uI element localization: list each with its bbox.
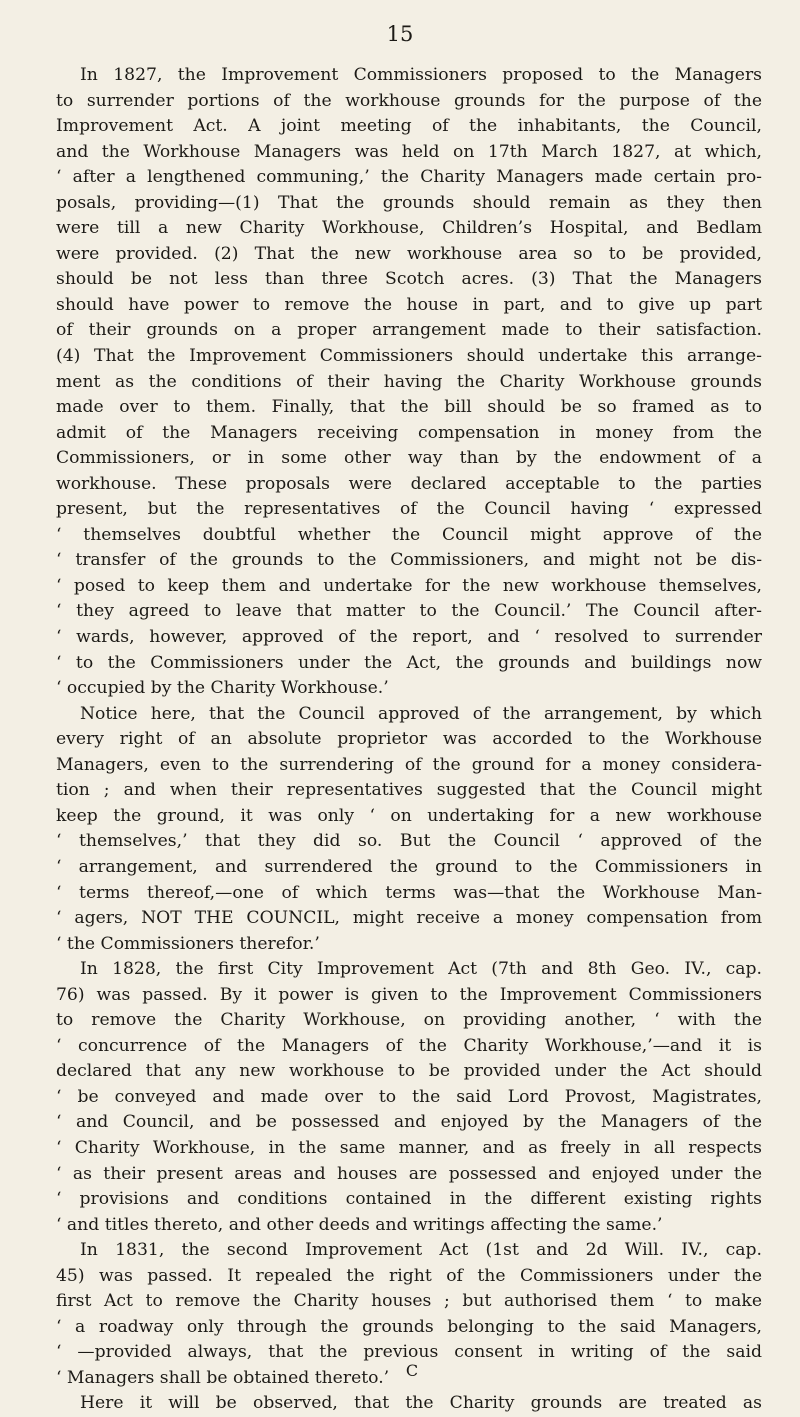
text-line: Here it will be observed, that the Charity grounds are treated as	[80, 1393, 762, 1414]
text-line: ‘ and titles thereto, and other deeds and writings affecting the same.’	[56, 1214, 663, 1235]
paragraph-1	[56, 63, 762, 702]
text-line: ‘ Charity Workhouse, in the same manner, and as freely in all respects	[56, 1137, 762, 1158]
text-line: workhouse. These proposals were declared acceptable to the parties	[56, 473, 762, 494]
page-number: 15	[386, 22, 414, 46]
text-line: should be not less than three Scotch acres. (3) That the Managers	[56, 269, 762, 290]
text-line: In 1831, the second Improvement Act (1st and 2d Will. IV., cap.	[80, 1240, 762, 1261]
text-line: ‘ to the Commissioners under the Act, the grounds and buildings now	[56, 652, 762, 673]
paragraph-3	[56, 957, 762, 1238]
text-line: ‘ and Council, and be possessed and enjoyed by the Managers of the	[56, 1112, 762, 1133]
text-line: ‘ Managers shall be obtained thereto.’	[56, 1367, 390, 1388]
text-line: ‘ agers, NOT THE COUNCIL, might receive a money compensation from	[56, 908, 762, 929]
text-line: first Act to remove the Charity houses ; but authorised them ‘ to make	[56, 1291, 762, 1312]
text-line: were provided. (2) That the new workhouse area so to be provided,	[56, 243, 762, 264]
text-line: In 1827, the Improvement Commissioners proposed to the Managers	[80, 65, 762, 85]
body-text	[56, 63, 762, 1417]
text-line: ‘ terms thereof,—one of which terms was—that the Workhouse Man-	[56, 882, 762, 903]
text-line: tion ; and when their representatives suggested that the Council might	[56, 780, 762, 801]
text-line: ‘ the Commissioners therefor.’	[56, 933, 320, 954]
signature-mark: C	[405, 1361, 419, 1380]
text-line: to remove the Charity Workhouse, on providing another, ‘ with the	[56, 1010, 762, 1031]
text-line: to surrender portions of the workhouse grounds for the purpose of the	[56, 90, 762, 111]
text-line: Commissioners, or in some other way than by the endowment of a	[56, 448, 762, 469]
text-line: ‘ arrangement, and surrendered the ground to the Commissioners in	[56, 856, 762, 877]
paragraph-2	[56, 702, 762, 957]
text-line: ‘ transfer of the grounds to the Commissioners, and might not be dis-	[56, 550, 762, 571]
text-line: of their grounds on a proper arrangement made to their satisfaction.	[56, 320, 762, 341]
text-line: ‘ as their present areas and houses are possessed and enjoyed under the	[56, 1163, 762, 1184]
text-line: were till a new Charity Workhouse, Children’s Hospital, and Bedlam	[56, 218, 762, 239]
text-line: present, but the representatives of the Council having ‘ expressed	[56, 499, 762, 520]
text-line: ‘ posed to keep them and undertake for the new workhouse themselves,	[56, 575, 762, 596]
text-line: ‘ concurrence of the Managers of the Charity Workhouse,’—and it is	[56, 1035, 762, 1056]
text-line: admit of the Managers receiving compensation in money from the	[56, 422, 762, 443]
paragraph-5	[56, 1391, 762, 1417]
text-line: ‘ wards, however, approved of the report, and ‘ resolved to surrender	[56, 627, 762, 648]
text-line: (4) That the Improvement Commissioners should undertake this arrange-	[56, 346, 762, 367]
text-line: Managers, even to the surrendering of the ground for a money considera-	[56, 754, 762, 775]
text-line: every right of an absolute proprietor was accorded to the Workhouse	[56, 729, 762, 750]
text-line: ment as the conditions of their having the Charity Workhouse grounds	[56, 371, 762, 392]
text-line: made over to them. Finally, that the bill should be so framed as to	[56, 397, 762, 418]
text-line: ‘ a roadway only through the grounds belonging to the said Managers,	[56, 1316, 762, 1337]
text-line: should have power to remove the house in part, and to give up part	[56, 294, 762, 315]
text-line: ‘ provisions and conditions contained in the different existing rights	[56, 1189, 762, 1210]
text-line: 76) was passed. By it power is given to the Improvement Commissioners	[56, 984, 762, 1005]
text-line: In 1828, the first City Improvement Act (7th and 8th Geo. IV., cap.	[80, 959, 762, 980]
text-line: ‘ —provided always, that the previous consent in writing of the said	[56, 1342, 762, 1363]
text-line: Notice here, that the Council approved of the arrangement, by which	[80, 703, 762, 724]
text-line: ‘ occupied by the Charity Workhouse.’	[56, 678, 389, 699]
text-line: declared that any new workhouse to be provided under the Act should	[56, 1061, 762, 1082]
text-line: ‘ be conveyed and made over to the said Lord Provost, Magistrates,	[56, 1086, 762, 1107]
text-line: and the Workhouse Managers was held on 17th March 1827, at which,	[56, 141, 762, 162]
text-line: 45) was passed. It repealed the right of the Commissioners under the	[56, 1265, 762, 1286]
text-line: keep the ground, it was only ‘ on undertaking for a new workhouse	[56, 805, 762, 826]
text-line: ‘ after a lengthened communing,’ the Charity Managers made certain pro-	[56, 167, 762, 188]
text-line: ‘ themselves doubtful whether the Council might approve of the	[56, 524, 762, 545]
text-line: posals, providing—(1) That the grounds should remain as they then	[56, 192, 762, 213]
text-line: Improvement Act. A joint meeting of the inhabitants, the Council,	[56, 116, 762, 137]
text-line: ‘ themselves,’ that they did so. But the Council ‘ approved of the	[56, 831, 762, 852]
text-line: ‘ they agreed to leave that matter to the Council.’ The Council after-	[56, 601, 762, 622]
